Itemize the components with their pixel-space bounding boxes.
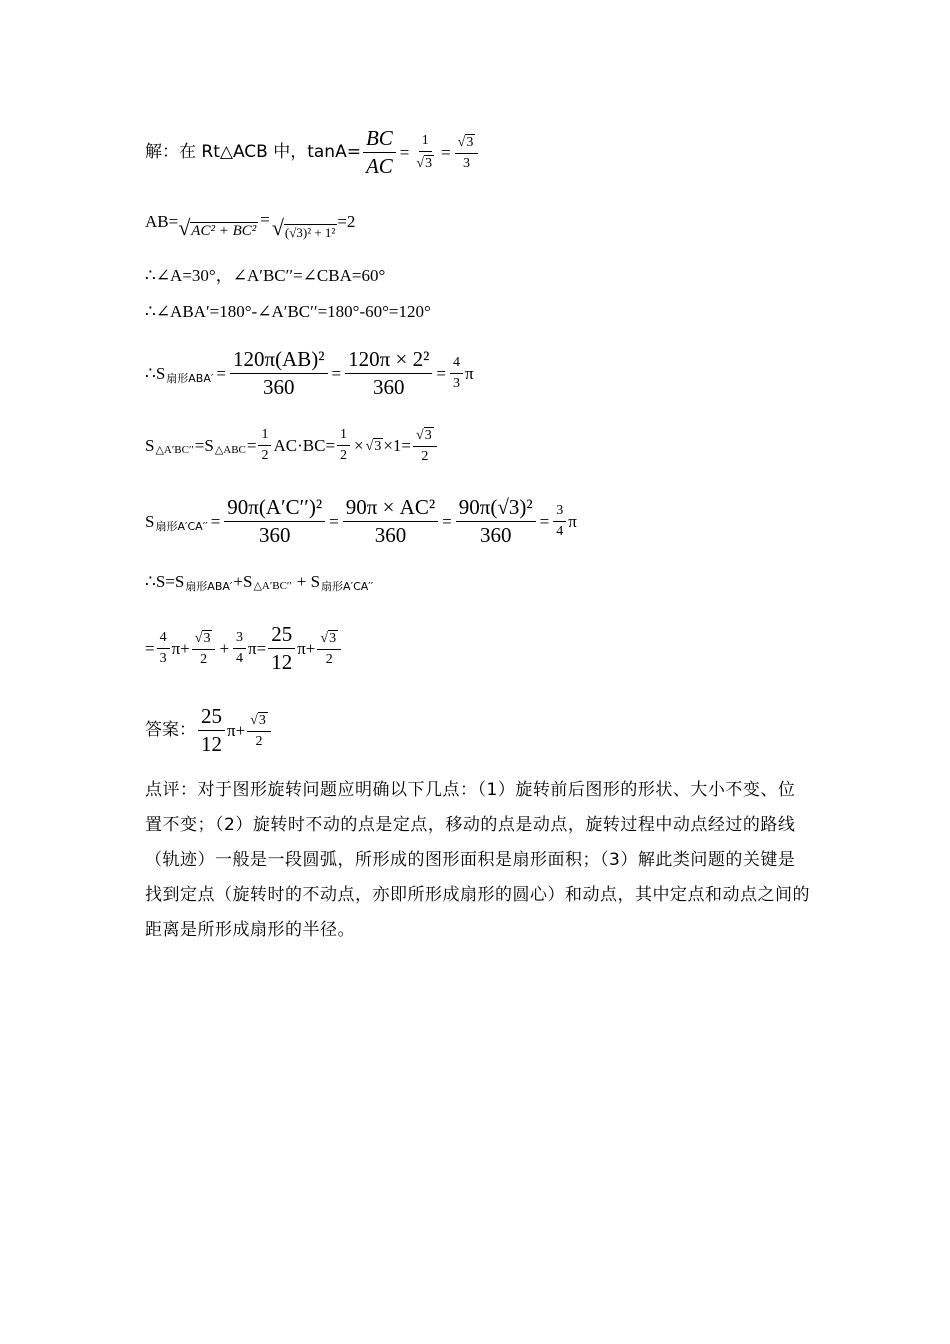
equals-sign: = — [441, 143, 451, 162]
fraction-denominator: 2 — [255, 734, 263, 749]
fraction-sqrt3-over-2 — [192, 630, 216, 667]
fraction-denominator: 2 — [200, 652, 208, 667]
fraction-numerator — [413, 427, 437, 447]
fraction-denominator: 360 — [479, 523, 512, 547]
sqrt-sqrt3-squared-plus-1: √ (√3)² + 1² — [271, 215, 336, 240]
fraction-bc-over-ac — [363, 128, 396, 177]
fraction-denominator — [413, 152, 437, 171]
sqrt-radical: √ 3 — [416, 428, 432, 443]
pi-equals: π= — [248, 639, 267, 658]
fraction-numerator: 25 — [268, 624, 295, 649]
fraction-one-over-sqrt3 — [413, 134, 437, 171]
fraction-sqrt3-over-3 — [455, 134, 479, 171]
fraction-120pi-2sq-over-360 — [345, 349, 432, 398]
triangle-area-line — [145, 427, 439, 464]
s-subscript: △A′BC′′ — [155, 444, 194, 456]
tan-a-prefix: 解：在 Rt△ACB 中，tanA= — [145, 142, 361, 162]
fraction-numerator: 90π(A′C′′)² — [224, 497, 325, 522]
fraction-denominator: 2 — [421, 449, 429, 464]
s-label: S — [145, 436, 155, 455]
fraction-numerator: 25 — [198, 706, 225, 731]
s-subscript: 扇形ABA′ — [166, 372, 214, 385]
fraction-numerator: 1 — [337, 428, 350, 446]
equals-sign: = — [539, 512, 550, 531]
ac-bc-text: AC·BC= — [273, 436, 336, 455]
fraction-4-over-3 — [450, 356, 463, 391]
fraction-25-over-12 — [268, 624, 295, 673]
answer-line — [145, 706, 273, 755]
plus-sign: + — [219, 639, 230, 658]
fraction-4-over-3 — [157, 631, 170, 666]
fraction-denominator: AC — [365, 154, 393, 178]
sqrt-ac2-bc2: √ AC² + BC² — [178, 215, 257, 240]
radicand: 3 — [424, 428, 432, 443]
equals-sign: = — [331, 364, 342, 383]
ab-length-line — [145, 203, 355, 239]
fraction-numerator — [192, 630, 216, 650]
plus-s-2: + S — [296, 572, 321, 591]
ab-result: =2 — [337, 211, 356, 231]
fraction-one-half — [337, 428, 350, 463]
radicand: 3 — [203, 631, 211, 646]
sqrt-radical: √ 3 — [250, 713, 266, 728]
plus-s: +S — [233, 572, 253, 591]
pi-plus: π+ — [297, 639, 316, 658]
s-subscript: 扇形ABA′ — [185, 580, 233, 593]
pi-symbol: π — [464, 364, 474, 383]
total-area-line — [145, 572, 374, 593]
fraction-denominator: 360 — [263, 375, 295, 399]
fraction-90pi-times-ac2-over-360 — [343, 497, 438, 546]
fraction-denominator: 2 — [340, 448, 348, 463]
ab-prefix: AB= — [145, 211, 179, 231]
fraction-denominator: 360 — [374, 523, 407, 547]
sqrt-radical: √ 3 — [457, 135, 474, 150]
sector-aba-area-line — [145, 349, 474, 398]
equals-sign: = — [210, 512, 221, 531]
fraction-denominator: 3 — [463, 156, 471, 171]
radicand: 3 — [466, 135, 474, 150]
angle-statement-2: ∴∠ABA′=180°-∠A′BC′′=180°-60°=120° — [145, 302, 431, 321]
s-subscript: 扇形A′CA′′ — [321, 580, 374, 593]
fraction-denominator: 360 — [373, 375, 405, 399]
fraction-denominator: 4 — [556, 524, 564, 539]
fraction-sqrt3-over-2 — [413, 427, 437, 464]
fraction-3-over-4 — [233, 631, 246, 666]
fraction-denominator: 12 — [271, 650, 293, 674]
times-one-equals: ×1= — [383, 436, 411, 455]
sector-aca-area-line — [145, 497, 577, 546]
equals-s-label: =S — [194, 436, 214, 455]
fraction-numerator — [317, 630, 341, 650]
sqrt-radical: √ 3 — [194, 631, 211, 646]
equals-sign: = — [436, 364, 446, 383]
equals-sign: = — [329, 512, 339, 531]
equals-sign: = — [145, 639, 155, 658]
radicand: (√3)² + 1² — [284, 225, 336, 240]
pi-symbol: π — [568, 512, 577, 531]
sqrt-radical: √ 3 — [365, 438, 382, 454]
equals-sign: = — [399, 143, 410, 162]
fraction-90pi-ac2-over-360 — [224, 497, 325, 546]
fraction-numerator: 90π(√3)² — [456, 497, 536, 522]
s-subscript: △A′BC′′ — [253, 580, 292, 592]
s-label: S — [145, 512, 155, 531]
times-sign: × — [354, 436, 364, 455]
tan-a-line — [145, 128, 480, 177]
angle-line-2 — [145, 303, 431, 320]
s-label: ∴S — [145, 364, 166, 383]
radicand: 3 — [329, 631, 337, 646]
fraction-denominator: 3 — [452, 376, 460, 391]
equals-sign: = — [246, 436, 257, 455]
fraction-denominator: 4 — [236, 651, 244, 666]
fraction-denominator: 2 — [325, 652, 333, 667]
total-area-result-line — [145, 624, 343, 673]
fraction-numerator: 4 — [157, 631, 170, 649]
fraction-numerator: BC — [363, 128, 396, 153]
s-subscript: △ABC — [214, 444, 246, 456]
radicand: 3 — [425, 156, 433, 171]
answer-label: 答案： — [145, 720, 196, 740]
fraction-numerator: 120π(AB)² — [230, 349, 328, 374]
fraction-numerator: 3 — [233, 631, 246, 649]
fraction-numerator: 120π × 2² — [345, 349, 432, 374]
radicand: AC² + BC² — [191, 223, 257, 239]
fraction-90pi-sqrt3-sq-over-360 — [456, 497, 536, 546]
fraction-denominator: 2 — [261, 448, 269, 463]
fraction-sqrt3-over-2 — [317, 630, 341, 667]
fraction-numerator: 1 — [258, 428, 271, 446]
sqrt-radical: √ 3 — [416, 156, 433, 171]
equals-sign: = — [260, 209, 270, 229]
total-s-start: ∴S=S — [145, 572, 185, 591]
fraction-numerator: 4 — [450, 356, 463, 374]
fraction-numerator: 90π × AC² — [343, 497, 438, 522]
pi-plus: π+ — [171, 639, 190, 658]
s-subscript: 扇形A′CA′′ — [155, 520, 208, 533]
angle-line-1 — [145, 267, 385, 284]
fraction-sqrt3-over-2 — [247, 712, 271, 749]
fraction-numerator: 1 — [419, 134, 432, 152]
fraction-120pi-ab2-over-360 — [230, 349, 328, 398]
fraction-one-half — [258, 428, 271, 463]
comment-paragraph: 点评：对于图形旋转问题应明确以下几点：（1）旋转前后图形的形状、大小不变、位置不变；（2）旋转时不动的点是定点，移动的点是动点，旋转过程中动点经过的路线（轨迹）一般是一段圆弧，所形成的图形面积是扇形面积；（3）解此类问题的关键是找到定点（旋转时的不动点，亦即所形成扇形的圆心）和动点，其中定点和动点之间的距离是所形成扇形的半径。 — [145, 780, 810, 940]
fraction-denominator: 12 — [201, 732, 222, 756]
fraction-3-over-4 — [553, 504, 566, 539]
fraction-denominator: 360 — [258, 523, 291, 547]
pi-plus: π+ — [227, 721, 246, 740]
fraction-numerator — [247, 712, 271, 732]
sqrt-radical: √ 3 — [320, 631, 337, 646]
fraction-numerator: 3 — [553, 504, 566, 522]
equals-sign: = — [216, 364, 226, 383]
fraction-numerator — [455, 134, 479, 154]
fraction-25-over-12 — [198, 706, 225, 755]
radicand: 3 — [258, 713, 266, 728]
equals-sign: = — [442, 512, 452, 531]
angle-statement-1: ∴∠A=30°，∠A′BC′′=∠CBA=60° — [145, 266, 386, 285]
fraction-denominator: 3 — [159, 651, 167, 666]
radicand: 3 — [374, 438, 382, 454]
